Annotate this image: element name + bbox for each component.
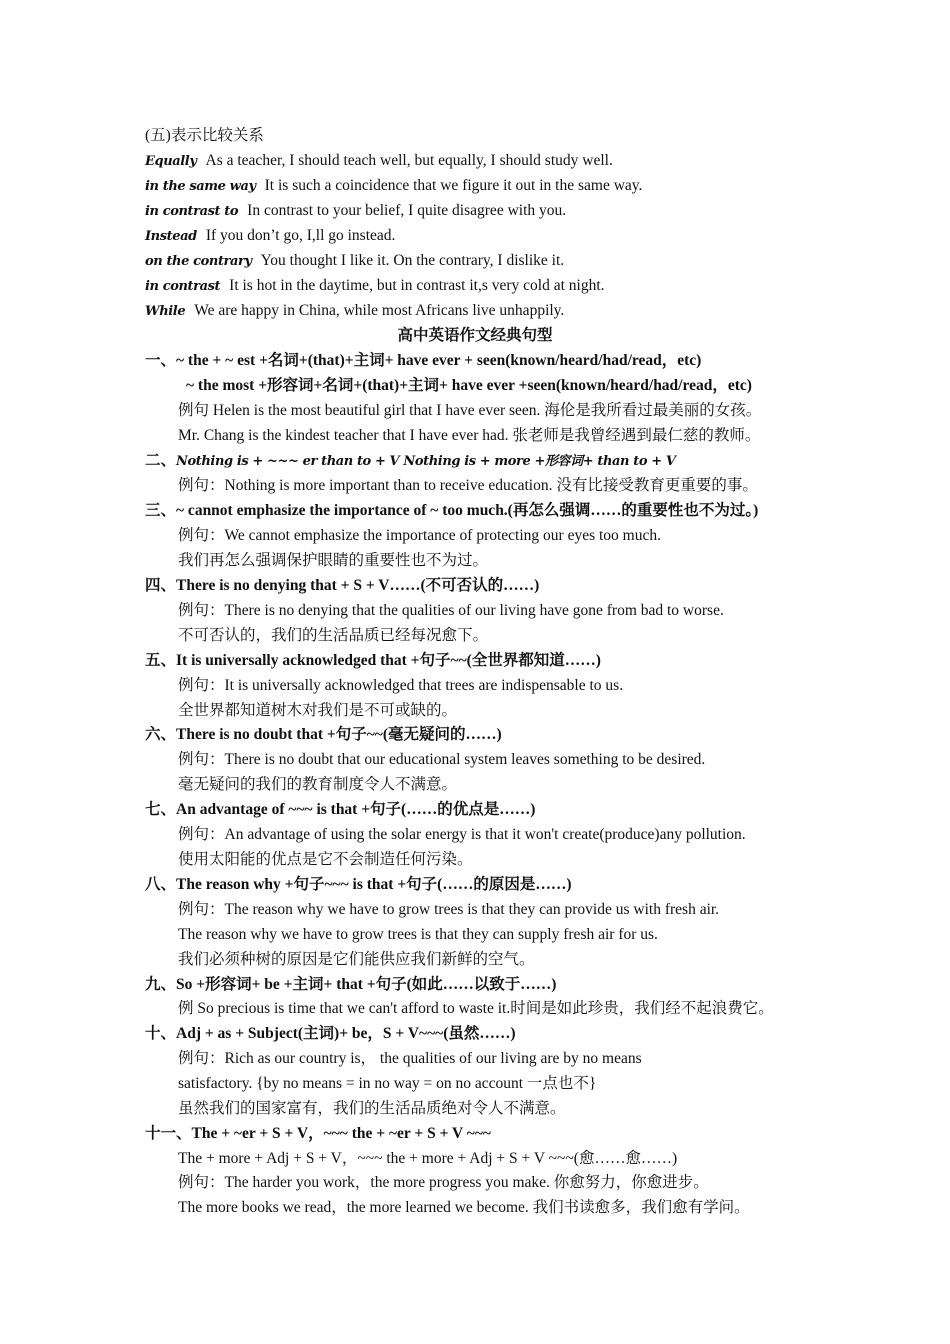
example-line: The + more + Adj + S + V，~~~ the + more + Adj + S + V ~~~(愈……愈……) <box>178 1150 678 1167</box>
comparison-item <box>145 275 605 298</box>
pattern-heading: 十、Adj + as + Subject(主词)+ be，S + V~~~(虽然……) <box>145 1025 516 1042</box>
example: As a teacher, I should teach well, but equally, I should study well. <box>205 152 613 169</box>
comparison-item <box>145 175 642 198</box>
term: on the contrary <box>145 254 252 269</box>
section-heading: (五)表示比较关系 <box>145 127 264 144</box>
pattern-heading: 七、An advantage of ~~~ is that +句子(……的优点是……) <box>145 801 536 818</box>
pattern-heading <box>145 450 676 473</box>
example-line: 例句：An advantage of using the solar energy is that it won't create(produce)any pollution. <box>178 826 746 843</box>
example-line: 例句：There is no doubt that our educational system leaves something to be desired. <box>178 751 706 768</box>
comparison-item <box>145 150 613 173</box>
term: Equally <box>145 154 197 169</box>
pattern-formula: Nothing is + ~~~ er than to + V Nothing is + more +形容词+ than to + V <box>176 454 676 469</box>
example-line: 毫无疑问的我们的教育制度令人不满意。 <box>178 776 458 793</box>
pattern-heading: 六、There is no doubt that +句子~~(毫无疑问的……) <box>145 726 502 743</box>
pattern-heading: 四、There is no denying that + S + V……(不可否认的……) <box>145 577 540 594</box>
example-line: 全世界都知道树木对我们是不可或缺的。 <box>178 702 458 719</box>
pattern-heading: 三、~ cannot emphasize the importance of ~ too much.(再怎么强调……的重要性也不为过。) <box>145 502 759 519</box>
term: While <box>145 304 186 319</box>
example-line: 例句：We cannot emphasize the importance of protecting our eyes too much. <box>178 527 661 544</box>
example-line: The more books we read，the more learned we become. 我们书读愈多，我们愈有学问。 <box>178 1199 750 1216</box>
pattern-heading: 八、The reason why +句子~~~ is that +句子(……的原因是……) <box>145 876 572 893</box>
term: Instead <box>145 229 197 244</box>
example-line: 例句：The harder you work，the more progress you make. 你愈努力，你愈进步。 <box>178 1174 709 1191</box>
pattern-subheading: ~ the most +形容词+名词+(that)+主词+ have ever +seen(known/heard/had/read，etc) <box>186 377 752 394</box>
comparison-item <box>145 225 395 248</box>
example-line: 我们再怎么强调保护眼睛的重要性也不为过。 <box>178 552 489 569</box>
example: In contrast to your belief, I quite disagree with you. <box>247 202 567 219</box>
example-line: satisfactory. {by no means = in no way = on no account 一点也不} <box>178 1075 597 1092</box>
example-line: 虽然我们的国家富有，我们的生活品质绝对令人不满意。 <box>178 1100 566 1117</box>
example-line: 例句 Helen is the most beautiful girl that I have ever seen. 海伦是我所看过最美丽的女孩。 <box>178 402 762 419</box>
term: in contrast <box>145 279 221 294</box>
example-line: 我们必须种树的原因是它们能供应我们新鲜的空气。 <box>178 951 535 968</box>
example-line: 使用太阳能的优点是它不会制造任何污染。 <box>178 851 473 868</box>
pattern-number: 二、 <box>145 452 177 469</box>
example-line: Mr. Chang is the kindest teacher that I have ever had. 张老师是我曾经遇到最仁慈的教师。 <box>178 427 761 444</box>
comparison-item <box>145 250 564 273</box>
pattern-heading: 十一、The + ~er + S + V，~~~ the + ~er + S + V ~~~ <box>145 1125 491 1142</box>
example: If you don’t go, I,ll go instead. <box>205 227 396 244</box>
example-line: 例句：The reason why we have to grow trees is that they can provide us with fresh air. <box>178 901 720 918</box>
term: in the same way <box>145 179 256 194</box>
page-title: 高中英语作文经典句型 <box>397 327 553 344</box>
comparison-item <box>145 200 566 223</box>
example: It is such a coincidence that we figure it out in the same way. <box>264 177 643 194</box>
example-line: 例句：Nothing is more important than to receive education. 没有比接受教育更重要的事。 <box>178 477 758 494</box>
example-line: 例句：Rich as our country is， the qualities of our living are by no means <box>178 1050 642 1067</box>
comparison-item <box>145 300 564 323</box>
example-line: 例句：There is no denying that the qualities of our living have gone from bad to worse. <box>178 602 724 619</box>
example: You thought I like it. On the contrary, I dislike it. <box>260 252 565 269</box>
example-line: 例 So precious is time that we can't afford to waste it.时间是如此珍贵，我们经不起浪费它。 <box>178 1000 774 1017</box>
pattern-heading: 五、It is universally acknowledged that +句子~~(全世界都知道……) <box>145 652 601 669</box>
example-line: The reason why we have to grow trees is that they can supply fresh air for us. <box>178 926 658 943</box>
example: It is hot in the daytime, but in contrast it,s very cold at night. <box>229 277 605 294</box>
example: We are happy in China, while most Africans live unhappily. <box>194 302 565 319</box>
pattern-heading: 九、So +形容词+ be +主词+ that +句子(如此……以致于……) <box>145 976 557 993</box>
example-line: 不可否认的，我们的生活品质已经每况愈下。 <box>178 627 489 644</box>
example-line: 例句：It is universally acknowledged that trees are indispensable to us. <box>178 677 624 694</box>
term: in contrast to <box>145 204 239 219</box>
pattern-heading: 一、~ the + ~ est +名词+(that)+主词+ have ever + seen(known/heard/had/read，etc) <box>145 352 702 369</box>
